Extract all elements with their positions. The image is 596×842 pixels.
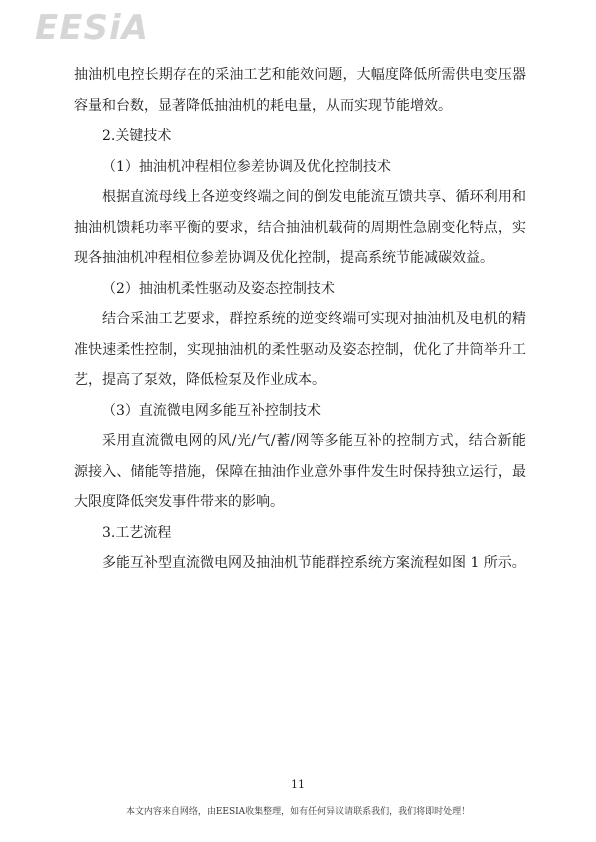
paragraph-process-flow: 多能互补型直流微电网及抽油机节能群控系统方案流程如图 1 所示。	[102, 555, 526, 571]
section-heading-process-flow: 3.工艺流程	[102, 524, 172, 541]
subsection-heading-1: （1）抽油机冲程相位参差协调及优化控制技术	[102, 158, 391, 175]
section-heading-key-technologies: 2.关键技术	[102, 128, 172, 144]
page-number: 11	[291, 778, 305, 791]
subsection-heading-2: （2）抽油机柔性驱动及姿态控制技术	[102, 280, 335, 297]
paragraph-intro-continuation: 抽油机电控长期存在的采油工艺和能效问题，大幅度降低所需供电变压器容量和台数，显著降低抽油机的耗电量，从而实现节能增效。	[74, 67, 526, 114]
subsection-heading-3: （3）直流微电网多能互补控制技术	[102, 402, 321, 419]
footer-disclaimer: 本文内容来自网络，由EESIA收集整理，如有任何异议请联系我们，我们将即时处理！	[125, 807, 471, 817]
paragraph-subsection-2: 结合采油工艺要求，群控系统的逆变终端可实现对抽油机及电机的精准快速柔性控制，实现抽油机的柔性驱动及姿态控制，优化了井筒举升工艺，提高了泵效，降低检泵及作业成本。	[74, 311, 526, 388]
paragraph-subsection-3: 采用直流微电网的风/光/气/蓄/网等多能互补的控制方式，结合新能源接入、储能等措施，保障在抽油作业意外事件发生时保持独立运行，最大限度降低突发事件带来的影响。	[74, 433, 526, 510]
paragraph-subsection-1: 根据直流母线上各逆变终端之间的倒发电能流互馈共享、循环利用和抽油机馈耗功率平衡的要求，结合抽油机载荷的周期性急剧变化特点，实现各抽油机冲程相位参差协调及优化控制，提高系统节能减碳效益。	[74, 189, 526, 266]
eesia-logo: EESiA	[35, 8, 149, 48]
document-body	[74, 60, 526, 579]
